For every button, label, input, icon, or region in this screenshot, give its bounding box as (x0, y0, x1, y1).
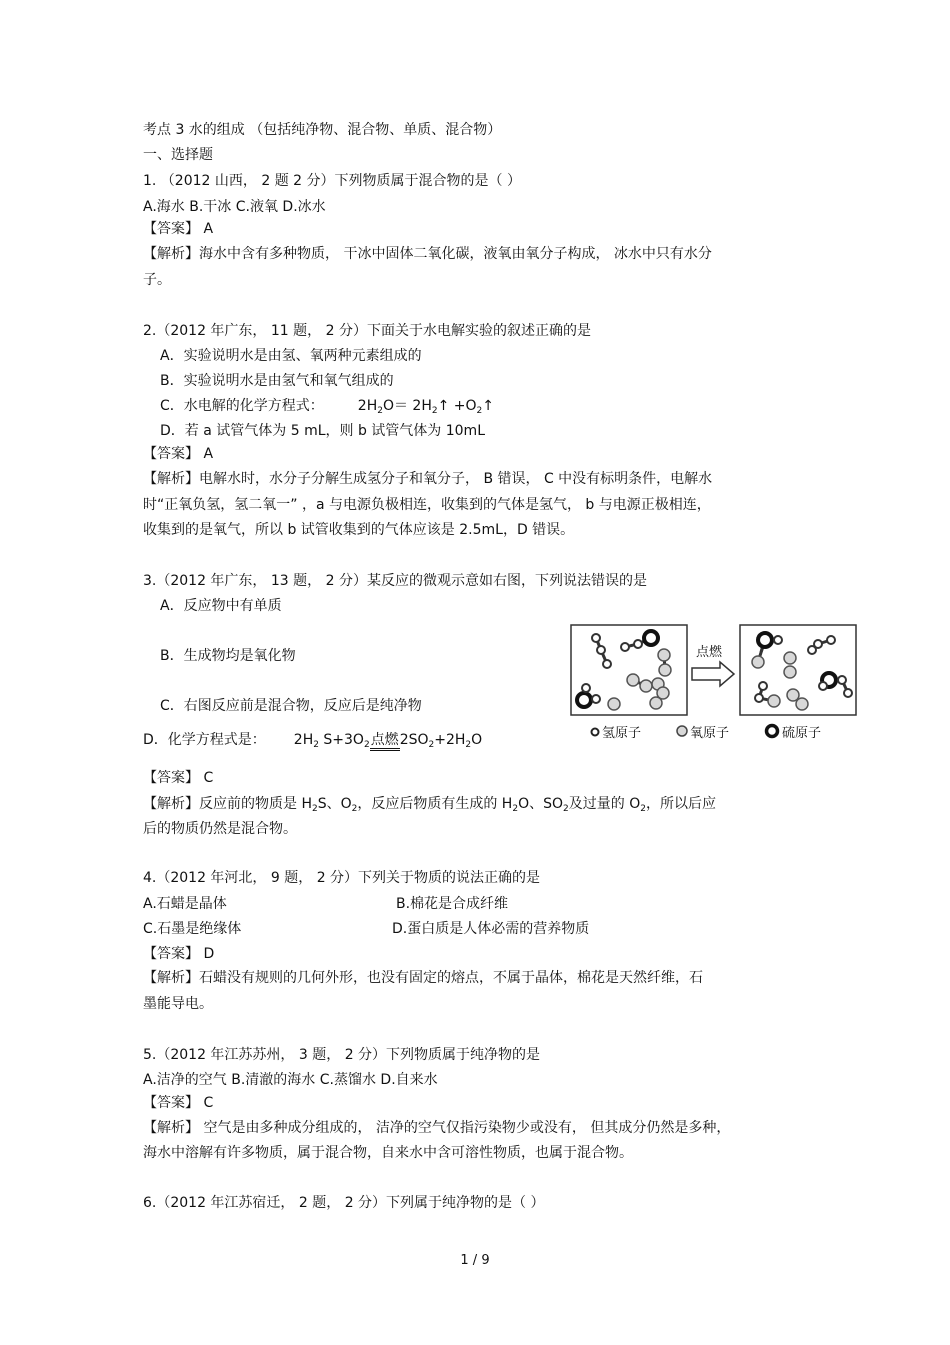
q1-analysis-line2: 子。 (143, 272, 171, 288)
q3-answer: 【答案】 C (143, 770, 214, 786)
reaction-condition: 点燃 (370, 732, 400, 751)
q2-option-c (160, 397, 494, 415)
q3-option-d-text: D．化学方程式是： (143, 732, 266, 748)
arrow-label: 点燃 (696, 645, 723, 660)
q5-answer: 【答案】 C (143, 1095, 214, 1111)
q4-stem: 4.（2012 年河北， 9 题， 2 分）下列关于物质的说法正确的是 (143, 870, 541, 886)
sulfur-atom-icon (767, 726, 778, 737)
q4-option-b: B.棉花是合成纤维 (396, 896, 509, 912)
reaction-arrow (692, 662, 734, 686)
q4-option-a: A.石蜡是晶体 (143, 896, 227, 912)
q2-analysis-line1: 【解析】电解水时，水分子分解生成氢分子和氧分子， B 错误， C 中没有标明条件，电解水 (143, 471, 713, 487)
q4-option-d: D.蛋白质是人体必需的营养物质 (392, 921, 590, 937)
page-number: 1 / 9 (460, 1253, 490, 1268)
q3-stem: 3.（2012 年广东， 13 题， 2 分）某反应的微观示意如右图，下列说法错误的是 (143, 573, 647, 589)
q1-stem: 1. （2012 山西， 2 题 2 分）下列物质属于混合物的是（ ） (143, 173, 521, 189)
q3-equation: $2H_2$ $S+3O_2$点燃$2SO_2+2H_2O$ (293, 732, 483, 750)
q4-analysis-line1: 【解析】石蜡没有规则的几何外形，也没有固定的熔点，不属于晶体，棉花是天然纤维，石 (143, 970, 703, 986)
doc-title: 考点 3 水的组成 （包括纯净物、混合物、单质、混合物） (143, 122, 502, 138)
q5-analysis-line2: 海水中溶解有许多物质，属于混合物，自来水中含可溶性物质，也属于混合物。 (143, 1145, 633, 1161)
q3-option-b: B．生成物均是氧化物 (160, 648, 296, 664)
q2-option-c-text: C．水电解的化学方程式： (160, 398, 324, 414)
q2-option-a: A．实验说明水是由氢、氧两种元素组成的 (160, 348, 422, 364)
section-heading: 一、选择题 (143, 147, 213, 163)
q6-stem: 6.（2012 年江苏宿迁， 2 题， 2 分）下列属于纯净物的是（ ） (143, 1195, 545, 1211)
q3-analysis-line1: 【解析】反应前的物质是 $H_2S$、$O_2$，反应后物质有生成的 $H_2O$、$SO_2$及过量的 $O_2$，所以后应 (143, 796, 716, 814)
q4-answer: 【答案】 D (143, 946, 215, 962)
legend-sulfur: 硫原子 (782, 726, 822, 741)
q2-option-b: B．实验说明水是由氢气和氧气组成的 (160, 373, 394, 389)
legend-hydrogen: 氢原子 (602, 726, 642, 741)
q2-equation: $2H_2O=$ $2H_2↑$ $+O_2↑$ (357, 398, 494, 416)
reaction-diagram-svg (568, 620, 868, 750)
q4-analysis-line2: 墨能导电。 (143, 996, 213, 1012)
q2-answer: 【答案】 A (143, 446, 214, 462)
q2-option-d: D．若 a 试管气体为 5 mL，则 b 试管气体为 10mL (160, 423, 485, 439)
q4-option-c: C.石墨是绝缘体 (143, 921, 242, 937)
q5-options: A.洁净的空气 B.清澈的海水 C.蒸馏水 D.自来水 (143, 1072, 438, 1088)
q3-option-d (143, 731, 482, 751)
legend-oxygen: 氧原子 (690, 726, 730, 741)
q1-answer: 【答案】 A (143, 221, 214, 237)
q5-stem: 5.（2012 年江苏苏州， 3 题， 2 分）下列物质属于纯净物的是 (143, 1047, 541, 1063)
q1-analysis-line1: 【解析】海水中含有多种物质， 干冰中固体二氧化碳，液氧由氧分子构成， 冰水中只有水分 (143, 246, 712, 262)
q1-options: A.海水 B.干冰 C.液氧 D.冰水 (143, 199, 326, 215)
q2-analysis-line2: 时“正氧负氢，氢二氧一” ，a 与电源负极相连，收集到的气体是氢气， b 与电源正极相连， (143, 497, 711, 513)
q2-stem: 2.（2012 年广东， 11 题， 2 分）下面关于水电解实验的叙述正确的是 (143, 323, 591, 339)
hydrogen-atom-icon (592, 729, 599, 736)
reaction-micro-diagram (568, 620, 868, 754)
q3-option-c: C．右图反应前是混合物，反应后是纯净物 (160, 698, 422, 714)
q3-analysis-line2: 后的物质仍然是混合物。 (143, 821, 297, 837)
diagram-legend (592, 726, 822, 742)
oxygen-atom-icon (677, 726, 687, 736)
q2-analysis-line3: 收集到的是氧气，所以 b 试管收集到的气体应该是 2.5mL，D 错误。 (143, 522, 575, 538)
q5-analysis-line1: 【解析】 空气是由多种成分组成的， 洁净的空气仅指污染物少或没有， 但其成分仍然是多种， (143, 1120, 731, 1136)
q3-option-a: A．反应物中有单质 (160, 598, 282, 614)
